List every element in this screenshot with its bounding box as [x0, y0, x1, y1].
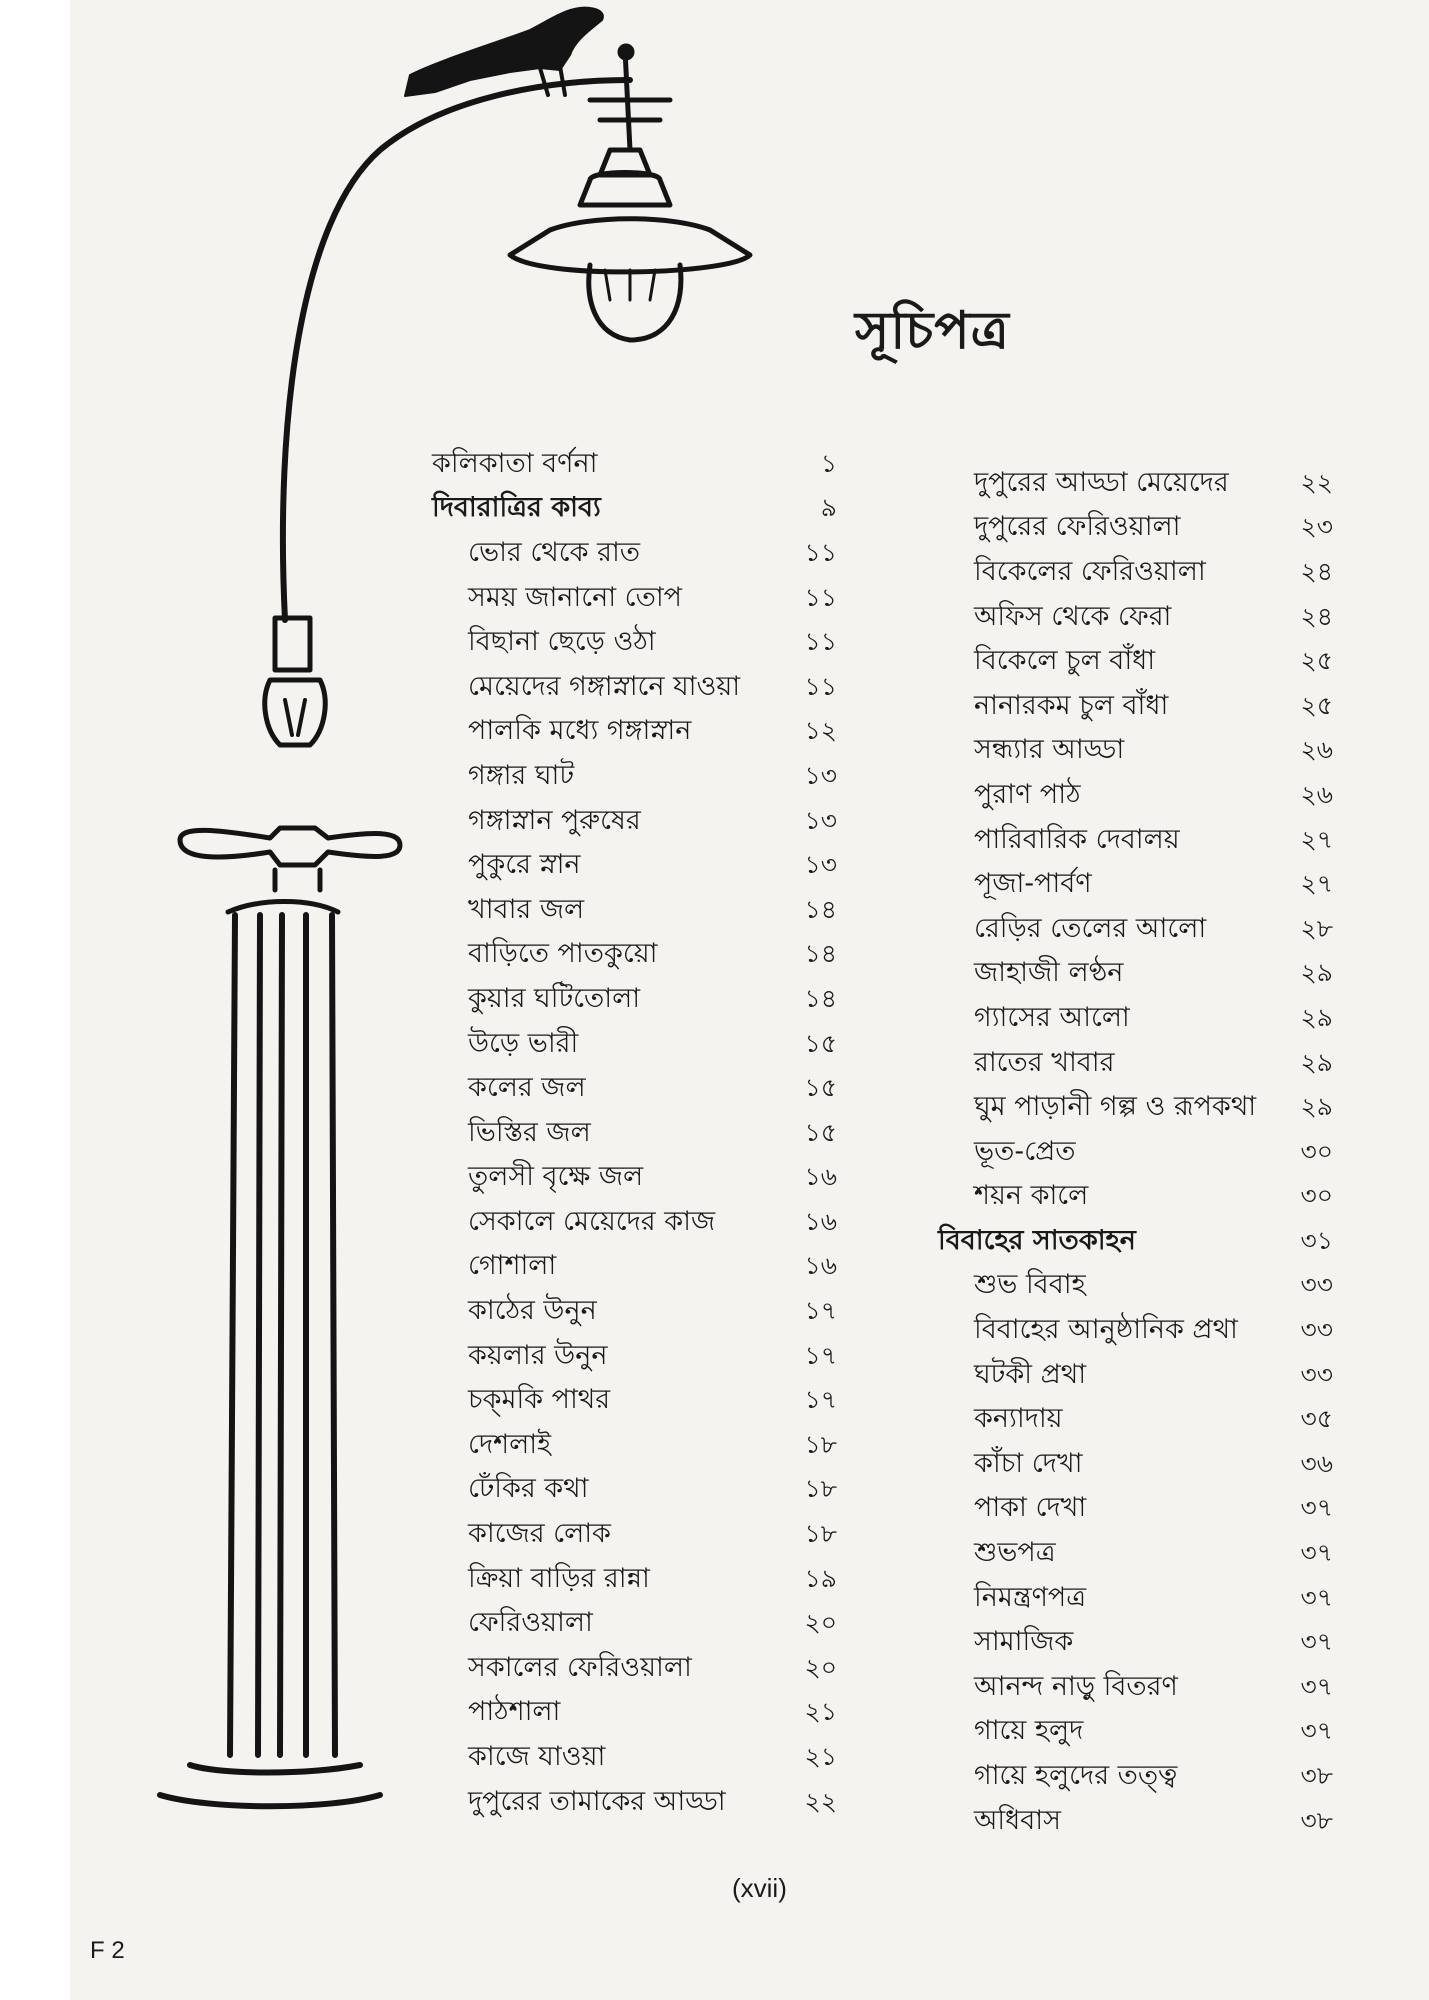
toc-entry: [938, 1354, 1333, 1399]
toc-entry: [938, 1265, 1333, 1310]
toc-entry-title: রাতের খাবার: [974, 1046, 1115, 1078]
toc-entry: [432, 1201, 837, 1246]
toc-entry-title: কাজে যাওয়া: [468, 1741, 606, 1773]
toc-entry: [938, 640, 1333, 685]
toc-entry-title: শয়ন কালে: [974, 1180, 1089, 1212]
toc-entry-title: বিবাহের সাতকাহন: [938, 1224, 1136, 1256]
toc-entry: [432, 1602, 837, 1647]
toc-entry-title: তুলসী বৃক্ষে জল: [468, 1161, 644, 1193]
toc-entry-title: পাঠশালা: [468, 1696, 561, 1728]
toc-entry: [938, 1755, 1333, 1800]
toc-entry-title: পালকি মধ্যে গঙ্গাস্নান: [468, 715, 692, 747]
toc-entry-title: বিকেলে চুল বাঁধা: [974, 645, 1156, 677]
toc-entry-page: ১৮: [804, 1519, 837, 1549]
toc-entry: [432, 1424, 837, 1469]
toc-entry-page: ১৫: [804, 1028, 837, 1058]
toc-entry: [938, 1443, 1333, 1488]
toc-entry-title: পাকা দেখা: [974, 1492, 1087, 1524]
toc-entry: [432, 755, 837, 800]
toc-entry: [938, 1131, 1333, 1176]
toc-entry-title: নানারকম চুল বাঁধা: [974, 689, 1169, 721]
toc-entry-page: ১৭: [804, 1340, 837, 1370]
toc-entry-page: ১৩: [804, 805, 837, 835]
toc-entry-title: সন্ধ্যার আড্ডা: [974, 734, 1125, 766]
toc-entry-page: ২৯: [1300, 1092, 1333, 1122]
toc-entry: [938, 819, 1333, 864]
toc-entry-page: ১৪: [804, 983, 837, 1013]
toc-entry: [432, 711, 837, 756]
toc-entry-page: ২৮: [1300, 913, 1333, 943]
toc-entry-title: সময় জানানো তোপ: [468, 581, 682, 613]
toc-entry-page: ৩৭: [1300, 1582, 1333, 1612]
toc-entry: [938, 1666, 1333, 1711]
toc-entry-title: কুয়ার ঘটিতোলা: [468, 982, 641, 1014]
toc-entry-page: ১: [820, 448, 837, 478]
toc-entry: [432, 666, 837, 711]
toc-entry: [432, 1290, 837, 1335]
toc-entry-title: কাজের লোক: [468, 1518, 611, 1550]
toc-entry: [938, 1309, 1333, 1354]
toc-entry-page: ১৬: [804, 1162, 837, 1192]
toc-entry-page: ১১: [804, 671, 837, 701]
lamp-crossbar: [180, 828, 400, 865]
toc-entry-page: ১৩: [804, 760, 837, 790]
toc-entry-title: গায়ে হলুদের তত্ত্ব: [974, 1760, 1178, 1792]
toc-entry-title: কন্যাদায়: [974, 1403, 1063, 1435]
toc-entry-page: ৩৭: [1300, 1493, 1333, 1523]
toc-entry-page: ১৩: [804, 850, 837, 880]
toc-entry-page: ৩০: [1300, 1136, 1333, 1166]
toc-entry-page: ২৯: [1300, 1002, 1333, 1032]
page-folio: (xvii): [732, 1873, 787, 1903]
toc-left-column: [432, 443, 837, 1825]
toc-entry: [432, 1781, 837, 1826]
toc-entry: [938, 730, 1333, 775]
toc-entry: [938, 685, 1333, 730]
toc-entry-title: অফিস থেকে ফেরা: [974, 600, 1172, 632]
toc-entry-page: ২২: [1300, 467, 1333, 497]
toc-entry-title: পুরাণ পাঠ: [974, 778, 1081, 810]
toc-entry-page: ৩৭: [1300, 1538, 1333, 1568]
toc-entry: [938, 1042, 1333, 1087]
toc-entry: [432, 1112, 837, 1157]
toc-entry: [938, 462, 1333, 507]
toc-entry-title: কয়লার উনুন: [468, 1339, 608, 1371]
toc-entry: [432, 978, 837, 1023]
toc-entry-title: ঘুম পাড়ানী গল্প ও রূপকথা: [974, 1091, 1257, 1123]
toc-right-column: [938, 462, 1333, 1844]
toc-entry-title: পুকুরে স্নান: [468, 849, 581, 881]
toc-entry-page: ২৭: [1300, 824, 1333, 854]
toc-entry-page: ৩১: [1300, 1225, 1333, 1255]
toc-entry-page: ২১: [804, 1742, 837, 1772]
toc-entry: [938, 1488, 1333, 1533]
toc-entry-page: ৩৩: [1300, 1315, 1333, 1345]
toc-entry-page: ৩৮: [1300, 1761, 1333, 1791]
toc-entry-page: ১৬: [804, 1251, 837, 1281]
toc-entry-page: ৩০: [1300, 1181, 1333, 1211]
toc-entry: [432, 1469, 837, 1514]
toc-entry: [432, 1246, 837, 1291]
toc-entry-title: সামাজিক: [974, 1626, 1074, 1658]
toc-entry: [938, 596, 1333, 641]
toc-entry: [432, 1558, 837, 1603]
toc-entry-page: ২৬: [1300, 779, 1333, 809]
toc-entry-page: ১৪: [804, 894, 837, 924]
toc-entry-page: ২৬: [1300, 735, 1333, 765]
toc-entry-page: ২১: [804, 1697, 837, 1727]
toc-entry-title: খাবার জল: [468, 893, 585, 925]
toc-entry-page: ১২: [804, 716, 837, 746]
toc-entry-title: দেশলাই: [468, 1428, 552, 1460]
toc-entry: [938, 1086, 1333, 1131]
toc-entry-page: ১১: [804, 582, 837, 612]
toc-entry: [938, 1220, 1333, 1265]
toc-entry-page: ৩৮: [1300, 1805, 1333, 1835]
toc-entry-page: ১৭: [804, 1296, 837, 1326]
lamp-base: [160, 1765, 380, 1806]
toc-entry: [938, 997, 1333, 1042]
toc-entry: [938, 1711, 1333, 1756]
toc-entry-page: ৩৩: [1300, 1359, 1333, 1389]
toc-entry-page: ২৪: [1300, 556, 1333, 586]
toc-entry-page: ২৫: [1300, 690, 1333, 720]
toc-entry: [938, 953, 1333, 998]
toc-entry: [432, 1157, 837, 1202]
toc-entry: [938, 551, 1333, 596]
toc-entry-title: রেড়ির তেলের আলো: [974, 912, 1207, 944]
toc-entry: [432, 800, 837, 845]
toc-entry: [432, 488, 837, 533]
toc-entry-page: ৩৬: [1300, 1448, 1333, 1478]
toc-entry: [432, 621, 837, 666]
toc-entry-title: চক্‌মকি পাথর: [468, 1384, 611, 1416]
toc-entry-title: বিছানা ছেড়ে ওঠা: [468, 626, 656, 658]
toc-entry-title: কাঠের উনুন: [468, 1295, 597, 1327]
toc-entry-page: ১৮: [804, 1429, 837, 1459]
toc-entry: [938, 1176, 1333, 1221]
toc-entry: [432, 934, 837, 979]
toc-entry-title: দুপুরের ফেরিওয়ালা: [974, 511, 1181, 543]
toc-entry-page: ১১: [804, 537, 837, 567]
toc-entry-title: আনন্দ নাড়ু বিতরণ: [974, 1670, 1178, 1702]
toc-entry-page: ৩৫: [1300, 1404, 1333, 1434]
toc-entry-title: ক্রিয়া বাড়ির রান্না: [468, 1562, 650, 1594]
toc-entry-page: ২৯: [1300, 1047, 1333, 1077]
toc-entry-title: ফেরিওয়ালা: [468, 1607, 593, 1639]
toc-entry-title: সকালের ফেরিওয়ালা: [468, 1651, 692, 1683]
toc-entry: [938, 1621, 1333, 1666]
toc-entry-title: নিমন্ত্রণপত্র: [974, 1581, 1087, 1613]
toc-entry: [938, 1398, 1333, 1443]
toc-entry: [938, 1800, 1333, 1845]
page-margin-left: [0, 0, 70, 2000]
toc-entry-title: দিবারাত্রির কাব্য: [432, 492, 601, 524]
toc-entry-page: ২৫: [1300, 646, 1333, 676]
toc-entry: [432, 1513, 837, 1558]
toc-entry: [432, 1067, 837, 1112]
toc-entry-title: ভূত-প্রেত: [974, 1135, 1076, 1167]
toc-entry-page: ৩৭: [1300, 1716, 1333, 1746]
toc-entry-title: শুভপত্র: [974, 1537, 1056, 1569]
lamp-glass-icon: [589, 265, 681, 340]
toc-entry-page: ২৭: [1300, 869, 1333, 899]
toc-entry-page: ২২: [804, 1786, 837, 1816]
toc-entry-page: ২০: [804, 1608, 837, 1638]
toc-entry-title: মেয়েদের গঙ্গাস্নানে যাওয়া: [468, 670, 741, 702]
toc-entry: [938, 507, 1333, 552]
toc-entry-title: ঢেঁকির কথা: [468, 1473, 589, 1505]
toc-entry-page: ১৬: [804, 1206, 837, 1236]
toc-entry: [432, 1692, 837, 1737]
toc-entry-title: বাড়িতে পাতকুয়ো: [468, 938, 658, 970]
toc-entry-title: গায়ে হলুদ: [974, 1715, 1084, 1747]
toc-entry: [432, 889, 837, 934]
toc-entry-page: ১৪: [804, 939, 837, 969]
toc-entry-title: শুভ বিবাহ: [974, 1269, 1086, 1301]
toc-entry-title: পারিবারিক দেবালয়: [974, 823, 1180, 855]
toc-entry: [432, 1736, 837, 1781]
toc-entry-title: পূজা-পার্বণ: [974, 868, 1092, 900]
toc-entry: [432, 1379, 837, 1424]
toc-entry-page: ২৩: [1300, 512, 1333, 542]
toc-entry-page: ১৭: [804, 1385, 837, 1415]
toc-entry-title: গ্যাসের আলো: [974, 1001, 1130, 1033]
toc-entry-page: ১৫: [804, 1073, 837, 1103]
toc-entry-title: ভোর থেকে রাত: [468, 536, 641, 568]
toc-entry-page: ২৯: [1300, 958, 1333, 988]
toc-entry-title: কলের জল: [468, 1072, 586, 1104]
toc-entry-title: উড়ে ভারী: [468, 1027, 579, 1059]
toc-entry: [432, 844, 837, 889]
toc-entry: [432, 577, 837, 622]
toc-entry-page: ১৮: [804, 1474, 837, 1504]
toc-entry-page: ১৫: [804, 1117, 837, 1147]
toc-entry: [938, 1577, 1333, 1622]
toc-entry-page: ৯: [820, 493, 837, 523]
toc-entry-page: ৩৭: [1300, 1627, 1333, 1657]
toc-entry-page: ২০: [804, 1652, 837, 1682]
toc-entry-page: ২৪: [1300, 601, 1333, 631]
toc-entry: [432, 532, 837, 577]
toc-entry-title: অধিবাস: [974, 1804, 1061, 1836]
toc-entry-title: বিকেলের ফেরিওয়ালা: [974, 555, 1206, 587]
toc-entry-title: জাহাজী লণ্ঠন: [974, 957, 1124, 989]
toc-entry-title: গঙ্গার ঘাট: [468, 759, 575, 791]
toc-entry: [432, 1023, 837, 1068]
toc-entry-title: বিবাহের আনুষ্ঠানিক প্রথা: [974, 1314, 1238, 1346]
toc-entry-page: ৩৩: [1300, 1270, 1333, 1300]
toc-entry: [938, 863, 1333, 908]
toc-entry: [938, 774, 1333, 819]
toc-entry-title: ঘটকী প্রথা: [974, 1358, 1087, 1390]
toc-entry: [432, 1647, 837, 1692]
toc-entry-page: ১৯: [804, 1563, 837, 1593]
signature-mark: F 2: [90, 1937, 125, 1964]
toc-entry-page: ৩৭: [1300, 1671, 1333, 1701]
toc-entry-title: গঙ্গাস্নান পুরুষের: [468, 804, 641, 836]
toc-entry-title: গোশালা: [468, 1250, 557, 1282]
toc-entry-title: কাঁচা দেখা: [974, 1447, 1083, 1479]
toc-entry: [432, 443, 837, 488]
lamp-post: [230, 915, 335, 1755]
toc-entry-page: ১১: [804, 627, 837, 657]
toc-entry-title: কলিকাতা বর্ণনা: [432, 447, 598, 479]
toc-entry-title: দুপুরের তামাকের আড্ডা: [468, 1785, 726, 1817]
toc-entry: [938, 1532, 1333, 1577]
toc-entry-title: ভিস্তির জল: [468, 1116, 591, 1148]
toc-entry-title: দুপুরের আড্ডা মেয়েদের: [974, 466, 1229, 498]
page-title: সূচিপত্র: [855, 300, 1010, 361]
toc-entry: [432, 1335, 837, 1380]
toc-entry: [938, 908, 1333, 953]
toc-entry-title: সেকালে মেয়েদের কাজ: [468, 1205, 716, 1237]
book-page: [70, 0, 1429, 2000]
lamp-hood-icon: [580, 150, 670, 205]
